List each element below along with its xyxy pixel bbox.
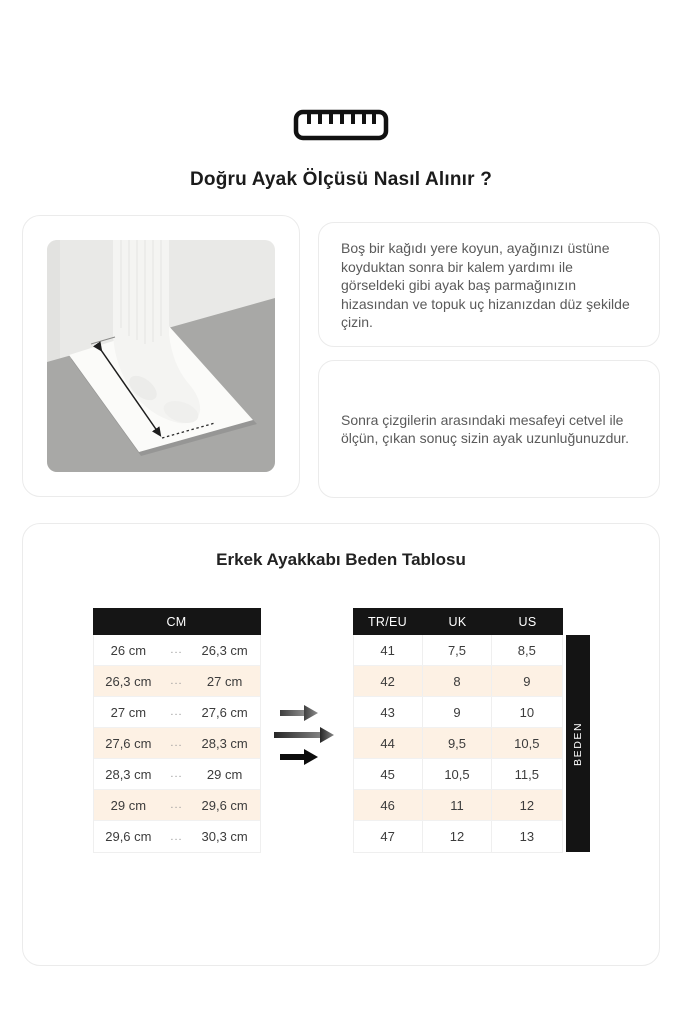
range-dots: ...: [170, 768, 183, 780]
uk-size: 10,5: [423, 759, 492, 789]
size-conversion-table: [353, 608, 563, 853]
conversion-arrows-icon: [274, 703, 336, 772]
tr-eu-size: 45: [354, 759, 423, 789]
cm-min-value: 28,3 cm: [105, 766, 152, 782]
table-row: [354, 821, 562, 852]
header-uk: UK: [448, 614, 467, 629]
us-size: 13: [519, 829, 535, 844]
us-size: 9: [523, 673, 531, 689]
uk-size: 9,5: [423, 728, 492, 758]
table-row: [94, 697, 260, 728]
tr-eu-size: 47: [354, 821, 423, 852]
size-table-card: [22, 523, 660, 966]
instructions-column: [318, 222, 660, 498]
cm-min-value: 27 cm: [110, 704, 147, 720]
instruction-step-2: [318, 360, 660, 498]
cm-table-header: [93, 608, 261, 635]
table-row: [94, 666, 260, 697]
how-to-section: [22, 215, 660, 498]
tr-eu-size: 44: [354, 728, 423, 758]
cm-table: [93, 608, 261, 853]
cm-max-value: 26,3 cm: [201, 642, 248, 658]
tr-eu-size: 41: [354, 635, 423, 665]
tr-eu-size: 42: [354, 666, 423, 696]
uk-size: 12: [423, 821, 492, 852]
cm-min-value: 26 cm: [110, 642, 147, 658]
cm-header-label: CM: [166, 614, 187, 629]
cm-min-value: 29 cm: [110, 797, 147, 813]
header-us: US: [518, 614, 537, 629]
tr-eu-size: 46: [354, 790, 423, 820]
size-tables: [23, 608, 659, 853]
table-row: [354, 697, 562, 728]
header-icon-row: [0, 0, 682, 147]
cm-min-value: 26,3 cm: [105, 673, 152, 689]
tr-eu-size: 43: [354, 697, 423, 727]
table-row: [354, 759, 562, 790]
us-size: 12: [519, 797, 535, 813]
uk-size: 11: [423, 790, 492, 820]
range-dots: ...: [170, 799, 183, 811]
range-dots: ...: [170, 675, 183, 687]
uk-size: 8: [423, 666, 492, 696]
range-dots: ...: [170, 830, 183, 843]
us-size: 11,5: [514, 766, 539, 782]
table-row: [354, 666, 562, 697]
us-size: 8,5: [517, 642, 536, 658]
cm-max-value: 28,3 cm: [201, 735, 248, 751]
table-row: [354, 790, 562, 821]
table-row: [94, 759, 260, 790]
table-row: [354, 728, 562, 759]
ruler-icon: [293, 108, 389, 147]
cm-max-value: 29,6 cm: [201, 797, 248, 813]
cm-max-value: 27,6 cm: [201, 704, 248, 720]
table-row: [94, 821, 260, 852]
size-table-header-row: [353, 608, 563, 635]
beden-side-label: BEDEN: [566, 635, 590, 852]
table-row: [94, 635, 260, 666]
cm-max-value: 30,3 cm: [201, 829, 248, 844]
range-dots: ...: [170, 644, 183, 656]
cm-table-body: [93, 635, 261, 853]
page-title: Doğru Ayak Ölçüsü Nasıl Alınır ?: [189, 169, 492, 190]
instruction-step-2-text: Sonra çizgilerin arasındaki mesafeyi cetvel ile ölçün, çıkan sonuç sizin ayak uzunluğunuzdur.: [341, 411, 629, 446]
cm-min-value: 29,6 cm: [105, 829, 152, 844]
instruction-step-1-text: Boş bir kağıdı yere koyun, ayağınızı üstüne koyduktan sonra bir kalem yardımı ile görseldeki gibi ayak baş parmağınızın hizasından ve topuk uç hizanızdan düz şekilde çizin.: [341, 240, 630, 330]
size-table-body: [353, 635, 563, 853]
uk-size: 9: [423, 697, 492, 727]
table-row: [94, 790, 260, 821]
range-dots: ...: [170, 706, 183, 718]
us-size: 10: [519, 704, 535, 720]
instruction-step-1: [318, 222, 660, 347]
us-size: 10,5: [514, 735, 540, 751]
cm-min-value: 27,6 cm: [105, 735, 152, 751]
table-row: [354, 635, 562, 666]
cm-max-value: 29 cm: [206, 766, 243, 782]
header-tr-eu: TR/EU: [368, 614, 407, 629]
foot-measurement-photo: [47, 240, 275, 472]
cm-max-value: 27 cm: [206, 673, 243, 689]
uk-size: 7,5: [423, 635, 492, 665]
range-dots: ...: [170, 737, 183, 749]
foot-measurement-photo-card: [22, 215, 300, 497]
size-table-title: Erkek Ayakkabı Beden Tablosu: [216, 550, 466, 569]
table-row: [94, 728, 260, 759]
